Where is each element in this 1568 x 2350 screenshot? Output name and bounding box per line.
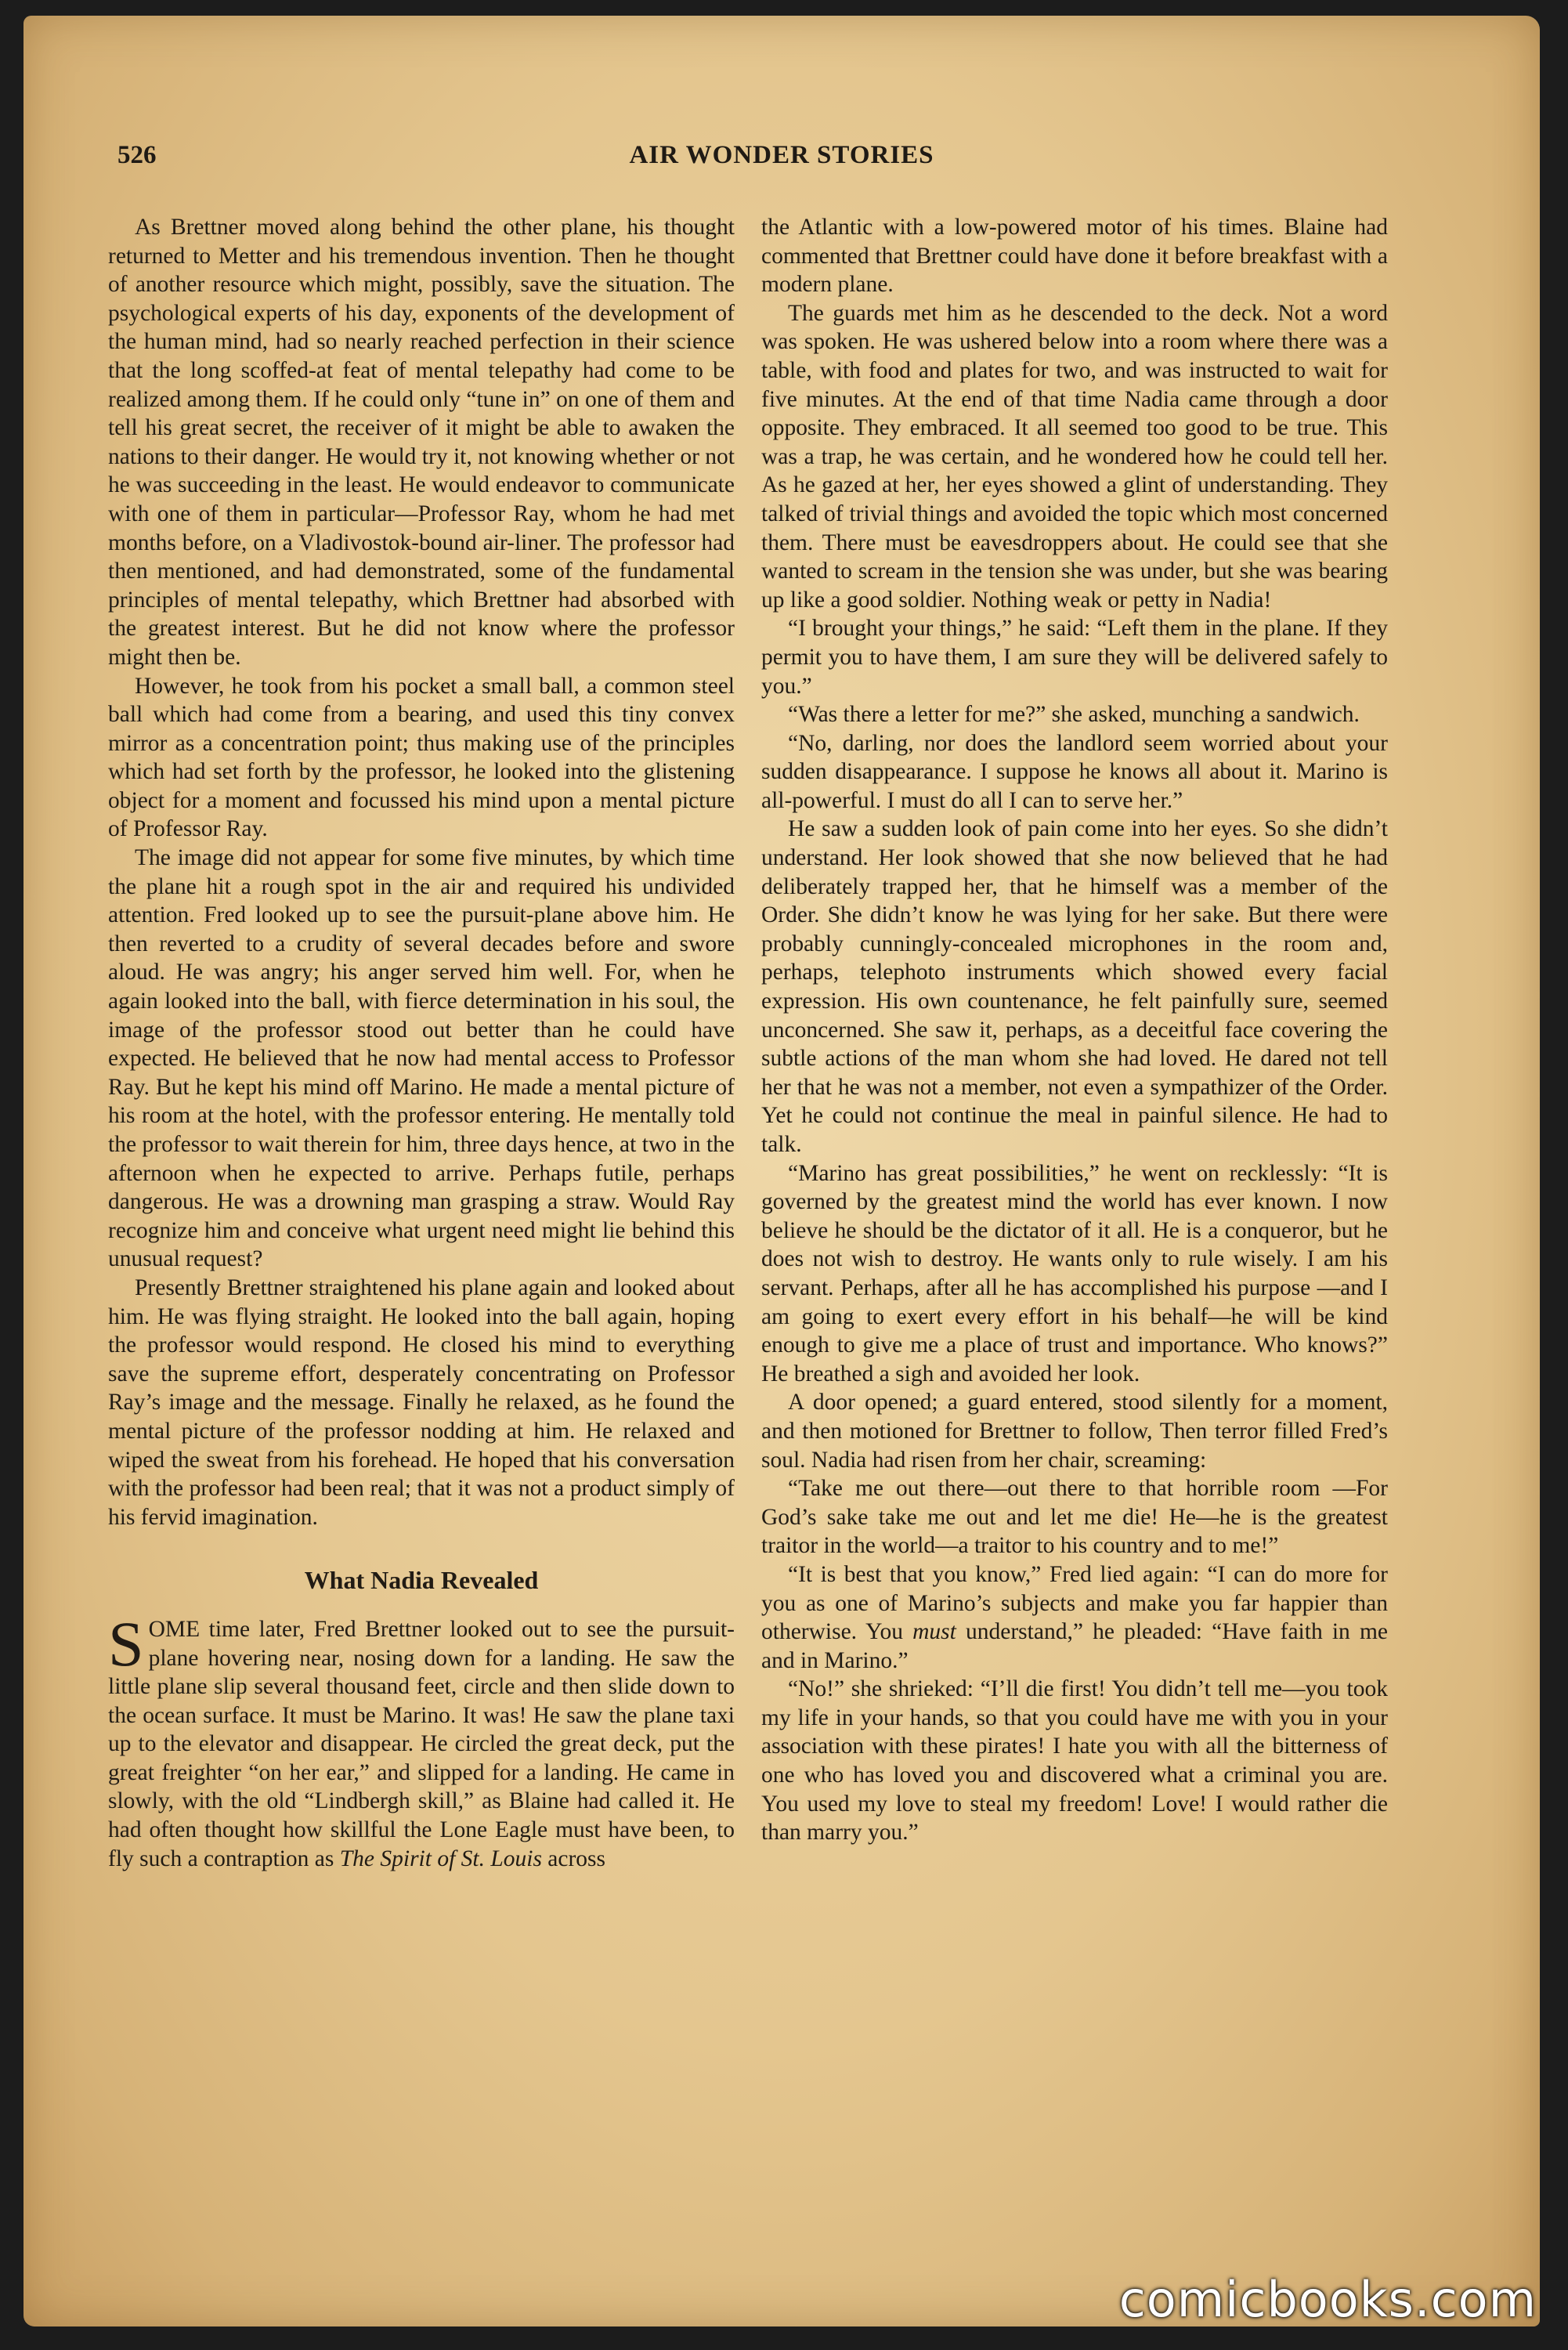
smallcaps-opening: OME — [148, 1616, 201, 1642]
paragraph: the Atlantic with a low-powered motor of his times. Blaine had commented that Brettner could have done it before breakfast with a modern plane. — [761, 215, 1388, 298]
italic-title: The Spirit of St. Louis — [339, 1846, 542, 1871]
paragraph: The guards met him as he descended to the deck. Not a word was spoken. He was ushered below into a room where there was a table, with food and plates for two, and was instructed to wait for five minutes. At the end of that time Nadia came through a door opposite. They embraced. It all seemed too good to be true. This was a trap, he was certain, and he wondered how he could tell her. As he gazed at her, her eyes showed a glint of understanding. They talked of trivial things and avoided the topic which most concerned them. There must be eavesdroppers about. He could see that she wanted to scream in the tension she was under, but she was bearing up like a good soldier. Nothing weak or petty in Nadia! — [761, 300, 1388, 613]
paragraph: “Take me out there—out there to that horrible room —For God’s sake take me out and let me die! He—he is the greatest traitor in the world—a traitor to his country and to me!” — [761, 1476, 1388, 1559]
paragraph: “I brought your things,” he said: “Left them in the plane. If they permit you to have them, I am sure they will be delivered safely to you.” — [761, 616, 1388, 699]
paragraph: However, he took from his pocket a small ball, a common steel ball which had come from a bearing, and used this tiny convex mirror as a concentration point; thus making use of the principles which had set forth by the professor, he looked into the glistening object for a moment and focussed his mind upon a mental picture of Professor Ray. — [108, 673, 735, 842]
watermark: comicbooks.com — [1118, 2271, 1537, 2328]
page-number: 526 — [117, 141, 157, 169]
paragraph: “Marino has great possibilities,” he went on recklessly: “It is governed by the greatest mind the world has ever known. I now believe he should be the dictator of it all. He is a conqueror, but he does not wish to destroy. He wants only to rule wisely. I am his servant. Perhaps, after all he has accomplished his purpose —and I am going to exert every effort in his behalf—he will be kind enough to give me a place of trust and importance. Who knows?” He breathed a sigh and avoided her look. — [761, 1160, 1388, 1386]
paragraph-text-end: understand,” he pleaded: “Have faith in me and in Marino.” — [761, 1619, 1388, 1673]
section-heading: What Nadia Revealed — [304, 1566, 539, 1595]
paragraph: As Brettner moved along behind the other plane, his thought returned to Metter and his tremendous invention. Then he thought of another resource which might, possibly, save the situation. The psychological experts of his day, exponents of the development of the human mind, had so nearly reached perfection in their science that the long scoffed-at feat of mental telepathy had come to be realized among them. If he could only “tune in” on one of them and tell his great secret, the receiver of it might be able to awaken the nations to their danger. He would try it, not knowing whether or not he was succeeding in the least. He would endeavor to communicate with one of them in particular—Professor Ray, whom he had met months before, on a Vladivostok-bound air-liner. The professor had then mentioned, and had demonstrated, some of the fundamental principles of mental telepathy, which Brettner had absorbed with the greatest interest. But he did not know where the professor might then be. — [108, 215, 735, 670]
paragraph — [761, 1560, 1388, 1675]
right-column — [761, 213, 1388, 1847]
paragraph-text: time later, Fred Brettner looked out to see the pursuit-plane hovering near, nosing down for a landing. He saw the little plane slip several thousand feet, circle and then slide down to the ocean surface. It must be Marino. It was! He saw the plane taxi up to the elevator and disappear. He circled the great deck, put the great freighter “on her ear,” and slipped for a landing. He came in slowly, with the old “Lindbergh skill,” as Blaine had called it. He had often thought how skillful the Lone Eagle must have been, to fly such a contraption as — [108, 1616, 735, 1871]
paragraph-text: “It is best that you know,” Fred lied again: “I can do more for you as one of Marino’s subjects and make you far happier than otherwise. You — [761, 1561, 1388, 1645]
page-header — [23, 118, 1540, 169]
paragraph: The image did not appear for some five minutes, by which time the plane hit a rough spot in the air and required his undivided attention. Fred looked up to see the pursuit-plane above him. He then reverted to a crudity of several decades before and swore aloud. He was angry; his anger served him well. For, when he again looked into the ball, with fierce determination in his soul, the image of the professor stood out better than he could have expected. He believed that he now had mental access to Professor Ray. But he kept his mind off Marino. He made a mental picture of his room at the hotel, with the professor entering. He mentally told the professor to wait therein for him, three days hence, at two in the afternoon when he expected to arrive. Perhaps futile, perhaps dangerous. He was a drowning man grasping a straw. Would Ray recognize him and conceive what urgent need might lie behind this unusual request? — [108, 845, 735, 1272]
paragraph: “Was there a letter for me?” she asked, munching a sandwich. — [788, 702, 1360, 728]
paragraph: “No, darling, nor does the landlord seem worried about your sudden disappearance. I suppose he knows all about it. Marino is all-powerful. I must do all I can to serve her.” — [761, 730, 1388, 813]
paragraph: He saw a sudden look of pain come into her eyes. So she didn’t understand. Her look showed that she now believed that he had deliberately trapped her, that he himself was a member of the Order. She didn’t know he was lying for her sake. But there were probably cunningly-concealed microphones in the room and, perhaps, telephoto instruments which showed every facial expression. His own countenance, he felt painfully sure, seemed unconcerned. She saw it, perhaps, as a deceitful face covering the subtle actions of the man whom she had loved. He dared not tell her that he was not a member, not even a sympathizer of the Order. Yet he could not continue the meal in painful silence. He had to talk. — [761, 816, 1388, 1157]
running-title: AIR WONDER STORIES — [629, 141, 934, 169]
paragraph: Presently Brettner straightened his plane again and looked about him. He was flying straight. He looked into the ball again, hoping the professor would respond. He closed his mind to everything save the supreme effort, desperately concentrating on Professor Ray’s image and the message. Finally he relaxed, as he found the mental picture of the professor nodding at him. He relaxed and wiped the sweat from his forehead. He hoped that his conversation with the professor had been real; that it was not a product simply of his fervid imagination. — [108, 1274, 735, 1530]
paragraph-text-end: across — [541, 1846, 606, 1871]
paragraph: A door opened; a guard entered, stood silently for a moment, and then motioned for Brettner to follow, Then terror filled Fred’s soul. Nadia had risen from her chair, screaming: — [761, 1390, 1388, 1473]
emphasis: must — [912, 1619, 956, 1645]
paragraph-with-dropcap — [108, 1607, 735, 1873]
paragraph: “No!” she shrieked: “I’ll die first! You didn’t tell me—you took my life in your hands, so that you could have me with you in your association with these pirates! I hate you with all the bitterness of one who has loved you and discovered what a criminal you are. You used my love to steal my freedom! Love! I would rather die than marry you.” — [761, 1676, 1388, 1846]
magazine-page — [23, 16, 1540, 2326]
left-column — [108, 213, 735, 1873]
drop-cap: S — [108, 1607, 144, 1679]
